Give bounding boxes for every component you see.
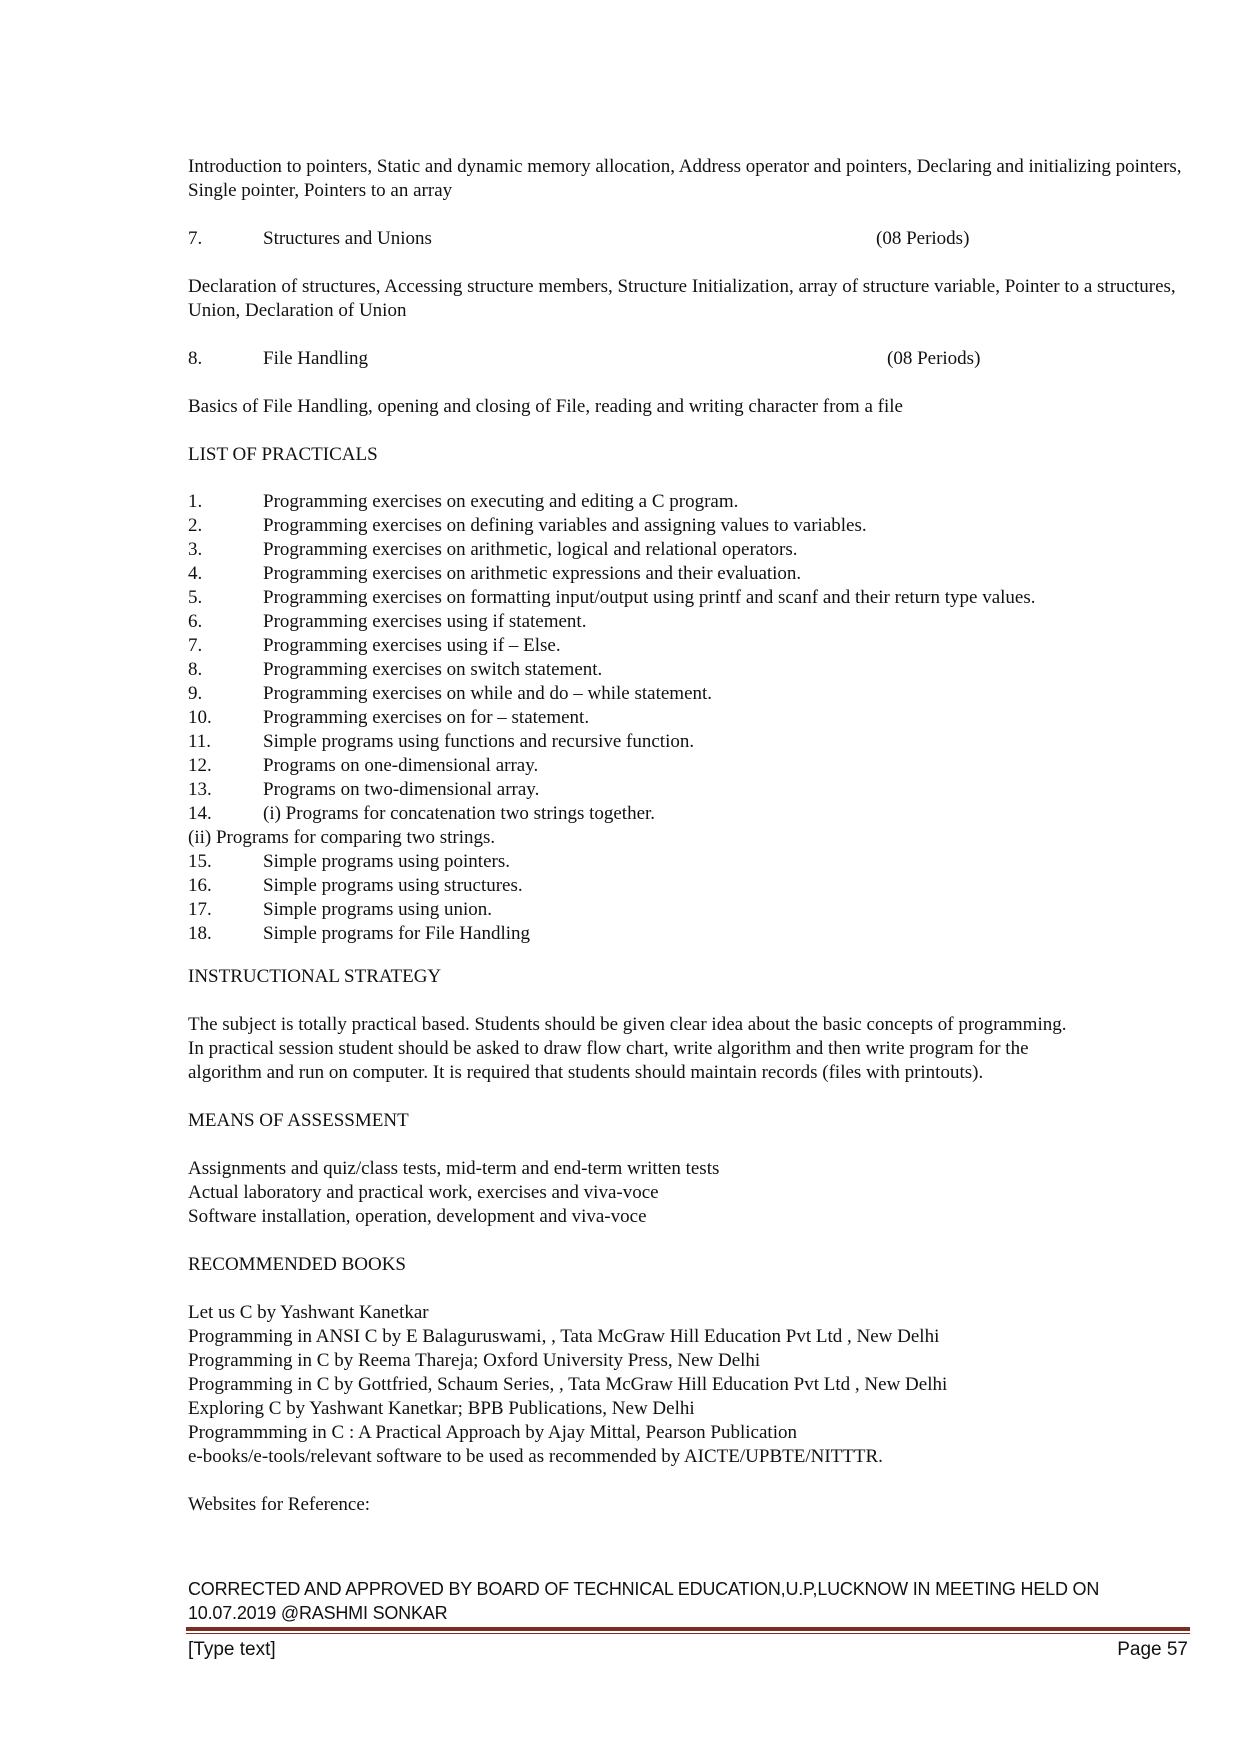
instructional-strategy-heading: INSTRUCTIONAL STRATEGY: [188, 966, 442, 987]
approval-note: CORRECTED AND APPROVED BY BOARD OF TECHNICAL EDUCATION,U.P,LUCKNOW IN MEETING HELD ON 10.07.2019 @RASHMI SONKAR: [188, 1579, 1100, 1623]
books-heading: RECOMMENDED BOOKS: [188, 1254, 406, 1275]
book-entry: e-books/e-tools/relevant software to be used as recommended by AICTE/UPBTE/NITTTR.: [188, 1446, 883, 1467]
text-line: Software installation, operation, development and viva-voce: [188, 1206, 647, 1227]
footer-rule-thin: [186, 1633, 1190, 1634]
unit-periods: (08 Periods): [876, 228, 970, 249]
text-line: algorithm and run on computer. It is required that students should maintain records (files with printouts).: [188, 1062, 984, 1083]
book-entry: Programming in C by Gottfried, Schaum Series, , Tata McGraw Hill Education Pvt Ltd , New Delhi: [188, 1374, 948, 1395]
text-line: Assignments and quiz/class tests, mid-term and end-term written tests: [188, 1158, 720, 1179]
practicals-heading: LIST OF PRACTICALS: [188, 444, 378, 465]
page-number: Page 57: [1117, 1639, 1188, 1660]
unit-periods: (08 Periods): [887, 348, 981, 369]
text-line: In practical session student should be asked to draw flow chart, write algorithm and then write program for the: [188, 1038, 1029, 1059]
unit-number: 8.: [188, 348, 203, 369]
footer-rule: [186, 1627, 1190, 1631]
books-list: [188, 1301, 947, 1469]
footer-left-text: [Type text]: [188, 1639, 276, 1660]
unit-7-description: Declaration of structures, Accessing structure members, Structure Initialization, array of structure variable, Pointer to a structures, Union, Declaration of Union: [188, 276, 1176, 321]
websites-heading: Websites for Reference:: [188, 1494, 371, 1515]
book-entry: Programmming in C : A Practical Approach by Ajay Mittal, Pearson Publication: [188, 1422, 797, 1443]
unit-number: 7.: [188, 228, 203, 249]
book-entry: Programming in C by Reema Thareja; Oxford University Press, New Delhi: [188, 1350, 761, 1371]
intro-paragraph: Introduction to pointers, Static and dynamic memory allocation, Address operator and pointers, Declaring and initializing pointers, Single pointer, Pointers to an array: [188, 156, 1182, 201]
book-entry: Programming in ANSI C by E Balaguruswami, , Tata McGraw Hill Education Pvt Ltd , New Delhi: [188, 1326, 940, 1347]
text-line: The subject is totally practical based. Students should be given clear idea about the basic concepts of programming.: [188, 1014, 1067, 1035]
instructional-strategy-text: [188, 1013, 1067, 1085]
unit-title: Structures and Unions: [263, 228, 432, 249]
assessment-list: [188, 1157, 719, 1229]
unit-title: File Handling: [263, 348, 369, 369]
text-line: Actual laboratory and practical work, exercises and viva-voce: [188, 1182, 659, 1203]
assessment-heading: MEANS OF ASSESSMENT: [188, 1110, 409, 1131]
book-entry: Exploring C by Yashwant Kanetkar; BPB Publications, New Delhi: [188, 1398, 695, 1419]
unit-8-description: Basics of File Handling, opening and closing of File, reading and writing character from a file: [188, 396, 903, 417]
book-entry: Let us C by Yashwant Kanetkar: [188, 1302, 429, 1323]
